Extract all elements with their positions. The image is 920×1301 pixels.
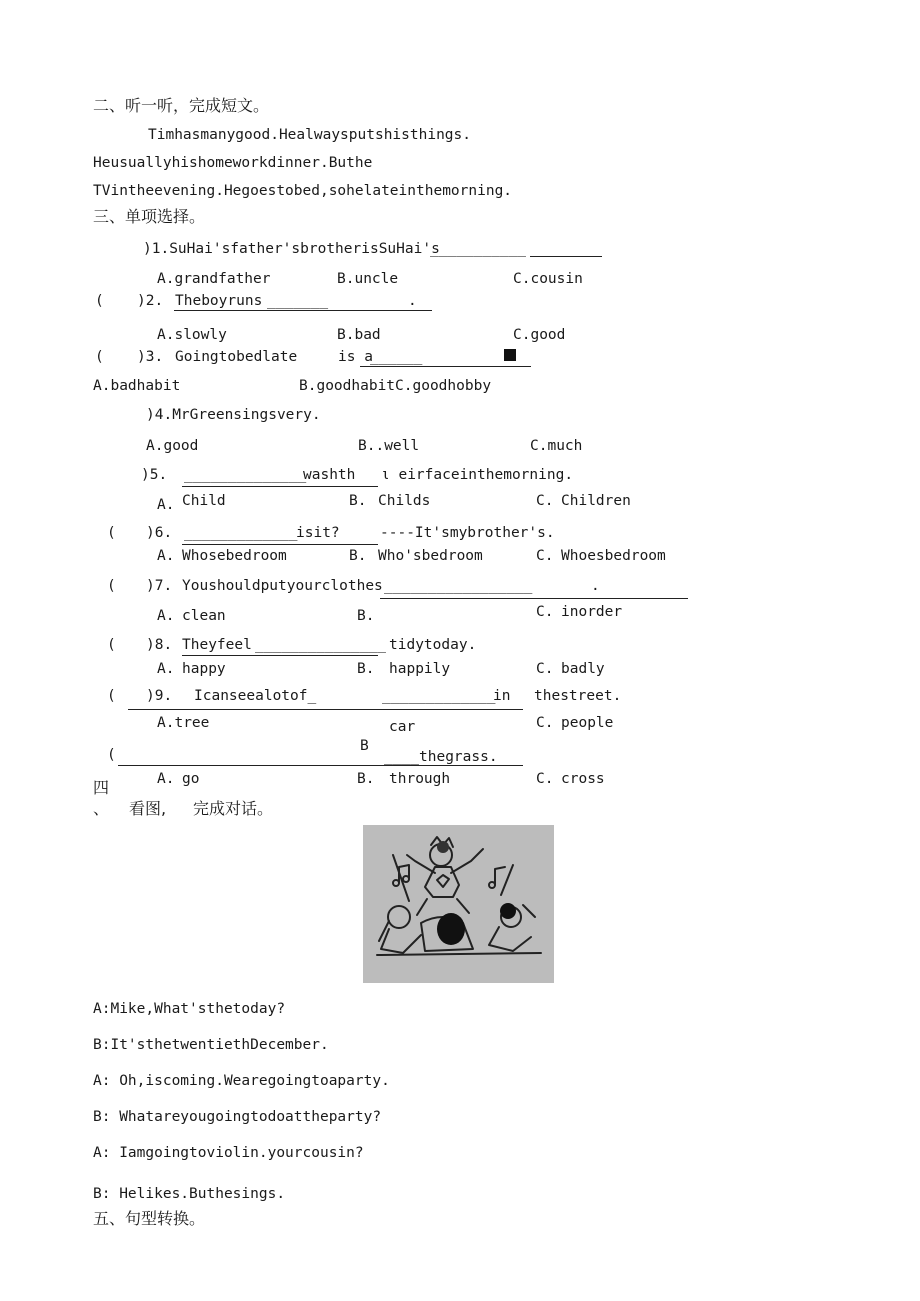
q9-option-c: people [561,715,614,731]
q5-option-c-letter: C. [536,493,554,509]
q10-option-c: cross [561,771,605,787]
dialog-line-6: B: Helikes.Buthesings. [93,1186,286,1202]
section-3-title: 三、单项选择。 [93,207,206,226]
section-4-title-a: 看图, [129,799,167,818]
q1-blank: ___________ [430,241,527,257]
q9-stem: Icanseealotof_ [194,688,317,704]
party-illustration [363,825,554,983]
q10-option-b: through [389,771,451,787]
q10-option-a-letter: A. [157,771,175,787]
q2-stem: Theboyruns [175,293,263,309]
q4-option-b: B..well [358,438,420,454]
q1-option-a: A.grandfather [157,271,271,287]
section-4-mark: 、 [93,799,110,818]
q4-stem: )4.MrGreensingsvery. [146,407,321,423]
q6-underline [182,544,378,545]
q8-option-c: badly [561,661,605,677]
q6-number: )6. [146,525,173,541]
q8-stem-2: tidytoday. [389,637,477,653]
party-picture [363,825,554,983]
q5-option-a-letter: A. [157,497,175,513]
q10-blank: ____ [384,749,419,765]
q2-option-c: C.good [513,327,566,343]
q9-underline [128,709,523,710]
q5-underline [182,486,378,487]
q8-underline [182,655,378,656]
q6-option-b: Who'sbedroom [378,548,483,564]
q9-stem-2: thestreet. [534,688,622,704]
q2-option-b: B.bad [337,327,381,343]
q3-stem: Goingtobedlate [175,349,298,365]
q6-stem: isit? [296,525,340,541]
q3-option-a: A.badhabit [93,378,181,394]
passage-line-3: TVintheevening.Hegoestobed,sohelateinthemorning. [93,183,513,199]
q4-option-c: C.much [530,438,583,454]
section-4-number: 四 [93,778,110,797]
q10-option-c-letter: C. [536,771,554,787]
q2-paren: ( [95,293,104,309]
section-5-title: 五、句型转换。 [93,1209,206,1228]
q1-option-c: C.cousin [513,271,583,287]
q7-option-b-letter: B. [357,608,375,624]
dialog-line-2: B:It'sthetwentiethDecember. [93,1037,329,1053]
q10-option-b-letter: B. [357,771,375,787]
section-2-title: 二、听一听，完成短文。 [93,96,270,115]
q5-number: )5. [141,467,168,483]
q8-option-a-letter: A. [157,661,175,677]
q8-option-b-letter: B. [357,661,375,677]
q3-blank: ______ [370,349,423,365]
q7-option-c-letter: C. [536,604,554,620]
q5-option-a: Child [182,493,226,509]
q10-paren: ( [107,747,116,763]
q1-underline [530,256,602,257]
q9-number: )9. [146,688,173,704]
q3-paren: ( [95,349,104,365]
q3-underline [360,366,531,367]
q9-paren: ( [107,688,116,704]
q7-option-a-letter: A. [157,608,175,624]
q5-option-b: Childs [378,493,431,509]
q10-option-a: go [182,771,200,787]
square-mark-icon [504,349,516,361]
q2-number: )2. [137,293,164,309]
dialog-line-3: A: Oh,iscoming.Wearegoingtoaparty. [93,1073,390,1089]
q6-option-b-letter: B. [349,548,367,564]
q8-option-a: happy [182,661,226,677]
q3-option-bc: B.goodhabitC.goodhobby [299,378,492,394]
q1-option-b: B.uncle [337,271,399,287]
q7-blank: _________________ [384,578,533,594]
q7-period: . [591,578,600,594]
q7-number: )7. [146,578,173,594]
q8-blank: _______________ [255,637,386,653]
q6-option-c: Whoesbedroom [561,548,666,564]
q9-option-a: A.tree [157,715,210,731]
q2-underline [174,310,432,311]
q6-blank: _____________ [184,525,298,541]
q7-underline [380,598,688,599]
q7-paren: ( [107,578,116,594]
q10-b-mark: B [360,738,369,754]
q3-number: )3. [137,349,164,365]
q8-option-b: happily [389,661,451,677]
q9-blank: _____________ [382,688,496,704]
q9-option-b: car [389,719,416,735]
q5-blank: ______________ [184,467,307,483]
q2-period: . [408,293,417,309]
dialog-line-5: A: Iamgoingtoviolin.yourcousin? [93,1145,364,1161]
q8-number: )8. [146,637,173,653]
passage-line-1: Timhasmanygood.Healwaysputshisthings. [148,127,472,143]
q6-option-a-letter: A. [157,548,175,564]
q2-option-a: A.slowly [157,327,227,343]
q9-in: in [493,688,511,704]
q5-stem: washth [303,467,356,483]
q2-blank: _______ [267,293,329,309]
dialog-line-1: A:Mike,What'sthetoday? [93,1001,286,1017]
q8-paren: ( [107,637,116,653]
passage-line-2: Heusuallyhishomeworkdinner.Buthe [93,155,373,171]
q9-option-c-letter: C. [536,715,554,731]
q4-option-a: A.good [146,438,199,454]
q5-option-c: Children [561,493,631,509]
q8-stem: Theyfeel [182,637,252,653]
q10-underline [118,765,523,766]
section-4-title-b: 完成对话。 [193,799,274,818]
q6-paren: ( [107,525,116,541]
q6-option-a: Whosebedroom [182,548,287,564]
dialog-line-4: B: Whatareyougoingtodoattheparty? [93,1109,382,1125]
q10-stem: thegrass. [419,749,498,765]
q6-option-c-letter: C. [536,548,554,564]
q7-stem: Youshouldputyourclothes [182,578,383,594]
q7-option-c: inorder [561,604,623,620]
q5-stem-2: ι eirfaceinthemorning. [381,467,574,483]
q5-option-b-letter: B. [349,493,367,509]
q6-stem-2: ----It'smybrother's. [380,525,555,541]
q8-option-c-letter: C. [536,661,554,677]
q7-option-a: clean [182,608,226,624]
q3-stem-2: is a [338,349,373,365]
q1-stem: )1.SuHai'sfather'sbrotherisSuHai's [143,241,440,257]
